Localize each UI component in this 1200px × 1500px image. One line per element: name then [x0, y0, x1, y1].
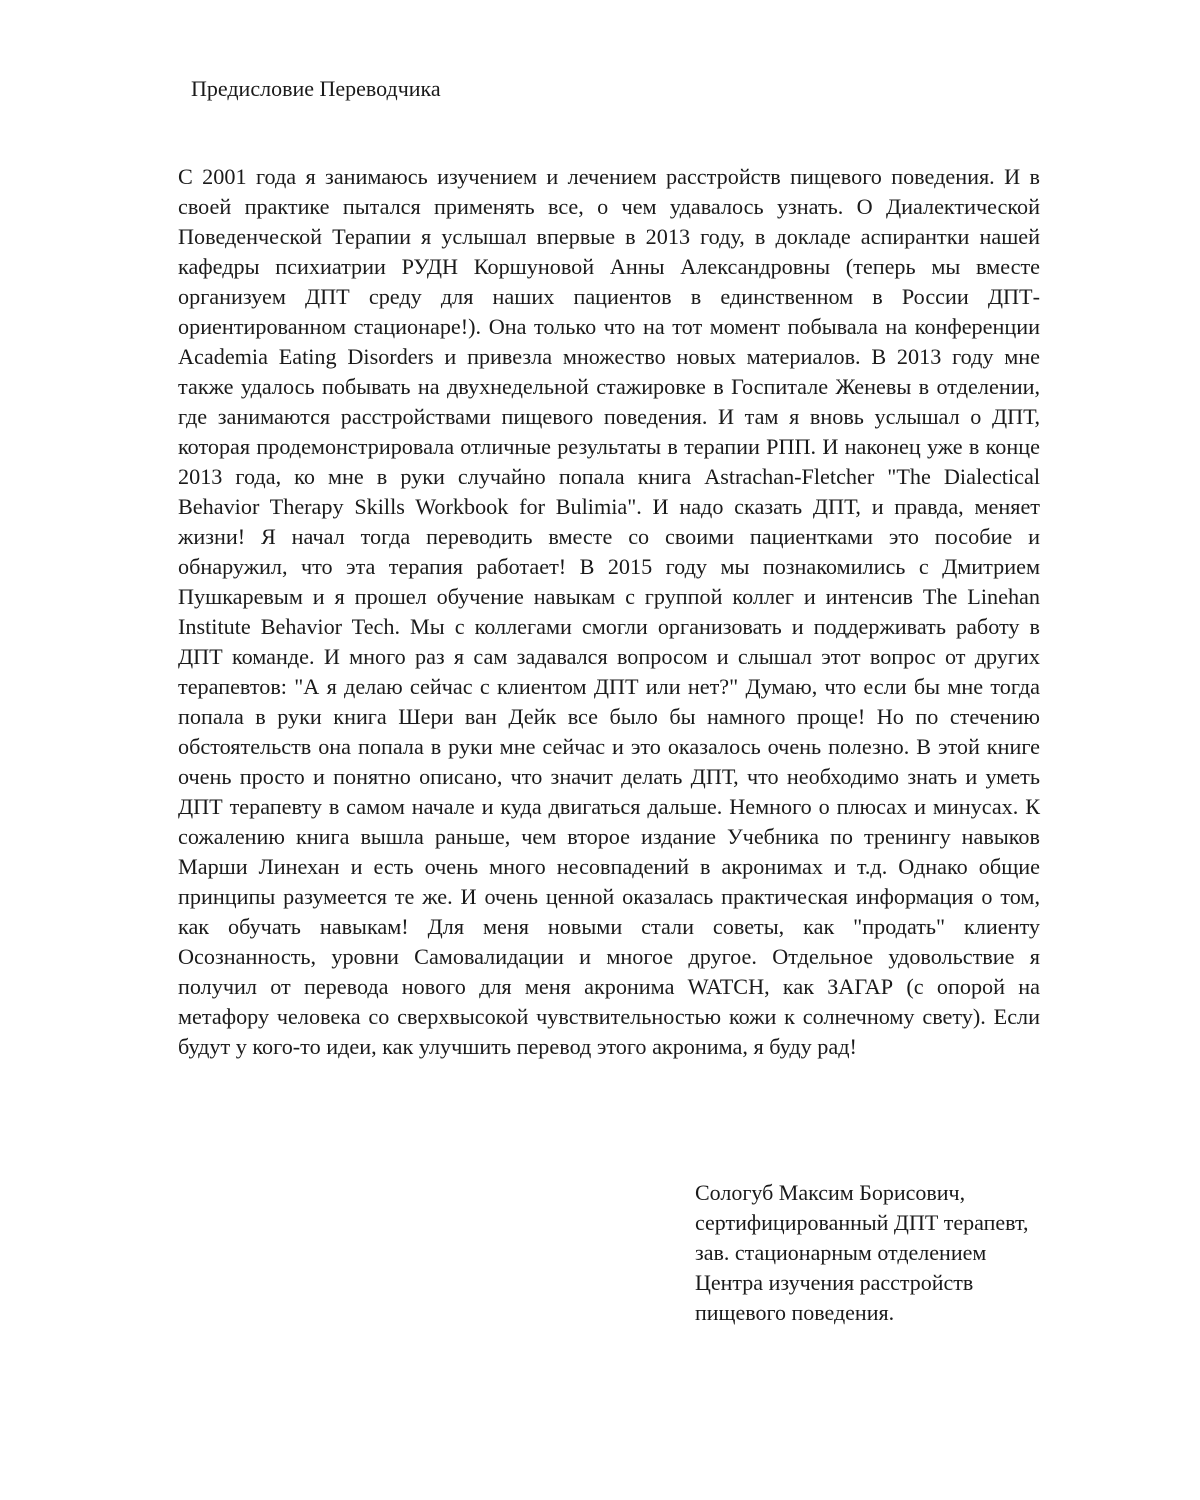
signature-block	[695, 1178, 1165, 1328]
signature-name: Сологуб Максим Борисович,	[695, 1180, 966, 1205]
preface-paragraph: С 2001 года я занимаюсь изучением и лечением расстройств пищевого поведения. И в своей практике пытался применять все, о чем удавалось узнать. О Диалектической Поведенческой Терапии я услышал впервые в 2013 году, в докладе аспирантки нашей кафедры психиатрии РУДН Коршуновой Анны Александровны (теперь мы вместе организуем ДПТ среду для наших пациентов в единственном в России ДПТ-ориентированном стационаре!). Она только что на тот момент побывала на конференции Academia Eating Disorders и привезла множество новых материалов. В 2013 году мне также удалось побывать на двухнедельной стажировке в Госпитале Женевы в отделении, где занимаются расстройствами пищевого поведения. И там я вновь услышал о ДПТ, которая продемонстрировала отличные результаты в терапии РПП. И наконец уже в конце 2013 года, ко мне в руки случайно попала книга Astrachan-Fletcher "The Dialectical Behavior Therapy Skills Workbook for Bulimia". И надо сказать ДПТ, и правда, меняет жизни! Я начал тогда переводить вместе со своими пациентками это пособие и обнаружил, что эта терапия работает! В 2015 году мы познакомились с Дмитрием Пушкаревым и я прошел обучение навыкам с группой коллег и интенсив The Linehan Institute Behavior Tech. Мы с коллегами смогли организовать и поддерживать работу в ДПТ команде. И много раз я сам задавался вопросом и слышал этот вопрос от других терапевтов: "А я делаю сейчас с клиентом ДПТ или нет?" Думаю, что если бы мне тогда попала в руки книга Шери ван Дейк все было бы намного проще! Но по стечению обстоятельств она попала в руки мне сейчас и это оказалось очень полезно. В этой книге очень просто и понятно описано, что значит делать ДПТ, что необходимо знать и уметь ДПТ терапевту в самом начале и куда двигаться дальше. Немного о плюсах и минусах. К сожалению книга вышла раньше, чем второе издание Учебника по тренингу навыков Марши Линехан и есть очень много несовпадений в акронимах и т.д. Однако общие принципы разумеется те же. И очень ценной оказалась практическая информация о том, как обучать навыкам! Для меня новыми стали советы, как "продать" клиенту Осознанность, уровни Самовалидации и многое другое. Отдельное удовольствие я получил от перевода нового для меня акронима WATCH, как ЗАГАР (с опорой на метафору человека со сверхвысокой чувствительностью кожи к солнечному свету). Если будут у кого-то идеи, как улучшить перевод этого акронима, я буду рад!	[178, 164, 1040, 1059]
signature-position: зав. стационарным отделением	[695, 1240, 987, 1265]
signature-organization: Центра изучения расстройств	[695, 1270, 974, 1295]
signature-title: сертифицированный ДПТ терапевт,	[695, 1210, 1029, 1235]
page-heading: Предисловие Переводчика	[191, 76, 441, 101]
signature-organization-continued: пищевого поведения.	[695, 1300, 895, 1325]
